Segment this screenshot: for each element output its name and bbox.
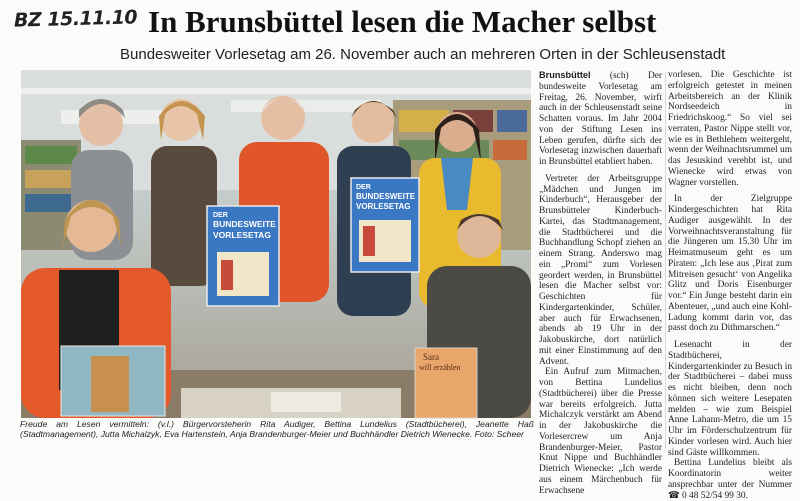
poster-right-line2: BUNDESWEITE xyxy=(356,192,416,201)
book-sara xyxy=(415,348,477,418)
handwritten-date-stamp: BZ 15.11.10 xyxy=(13,6,138,32)
poster-left xyxy=(207,206,279,306)
article-column-1 xyxy=(539,70,662,496)
article-photo xyxy=(21,70,531,418)
article-headline: In Brunsbüttel lesen die Macher selbst xyxy=(148,4,657,39)
poster-left-line2: BUNDESWEITE xyxy=(213,219,276,229)
column-divider xyxy=(665,72,666,448)
dateline: Brunsbüttel xyxy=(539,70,591,80)
article-subheadline: Bundesweiter Vorlesetag am 26. November auch an mehreren Orten in der Schleusenstadt xyxy=(120,46,726,63)
article-paragraph: Vertreter der Arbeitsgruppe „Mädchen und Jungen im Kinderbuch“, Herausgeber der Brunsbütteler Kinderbuch-Kartei, das Stadtmanagement, die Stadtbücherei und die Buchhandlung Schopf ziehen an einem Strang. Anderswo mag ein „Promi“ zum Vorlesen geordert werden, in Brunsbüttel lesen die Macher selbst vor: Geschichten für Kindergartenkinder, Schüler, aber auch für Erwachsenen, abends ab 19 Uhr in der Jakobuskirche, dort natürlich mit einer Einstimmung auf den Advent. xyxy=(539,173,662,367)
photo-caption: Freude am Lesen vermitteln: (v.l.) Bürgervorsteherin Rita Audiger, Bettina Lundelius (Stadtbücherei), Jeanette Haß (Stadtmanagement), Jutta Michalzyk, Eva Hartenstein, Anja Brandenburger-Meier und Buchhändler Dietrich Wienecke. Foto: Scheer xyxy=(20,419,534,440)
poster-right-line3: VORLESETAG xyxy=(356,202,411,211)
article-paragraph xyxy=(539,70,662,168)
poster-left-line1: DER xyxy=(213,212,228,219)
article-paragraph: In der Zielgruppe Kindergeschichten hat Rita Audiger ausgewählt. In der Vorweihnachtsveranstaltung für die Jüngeren um 15.30 Uhr im Heimatmuseum geht es um Piraten: „Ich lese aus ‚Pirat zum Mitreisen gesucht‘ von Angelika Glitz und Doris Eisenburger vor.“ Ein Junge besteht darin ein Abenteuer, „und auch eine Kohl-Ladung kommt darin vor, das passt doch zu Dithmarschen.“ xyxy=(668,194,792,334)
poster-right xyxy=(351,178,419,272)
article-column-2 xyxy=(668,70,793,501)
article-paragraph: vorlesen. Die Geschichte ist erfolgreich getestet in meinen Arbeitsbereich an der Klinik Nordseedeich in Friedrichskoog.“ So viel sei verraten, Pastor Nippe stellt vor, wie es in Bethlehem weitergeht, wenn der Weihnachtsrummel um das Jesuskind verebbt ist, und Wienecke wird etwas von Wagner vorstellen. xyxy=(668,70,792,188)
paragraph-text: (sch) Der bundesweite Vorlesetag am Freitag, 26. November, wirft auch in der Schleusenstadt seine Schatten voraus. Im Jahr 2004 von der Stiftung Lesen ins Leben gerufen, dürfte sich der Vorlesetag inzwischen dauerhaft in Brunsbüttel etabliert haben. xyxy=(539,71,662,167)
article-paragraph: Lesenacht in der Stadtbücherei, Kindergartenkinder zu Besuch in der Stadtbücherei – dabei muss es nicht bleiben, denn noch können sich weitere Lesepaten melden – wie zum Beispiel Anne Lahann-Metro, die um 15 Uhr im Förderschulzentrum für Kinder vorlesen wird. Auch hier sind Gäste willkommen. xyxy=(668,340,793,458)
book-title-line1: Sara xyxy=(423,352,439,362)
poster-right-line1: DER xyxy=(356,184,371,191)
article-paragraph: Bettina Lundelius bleibt als Koordinatorin weiter ansprechbar unter der Nummer ☎ 0 48 52/54 99 30. xyxy=(668,458,792,501)
poster-left-line3: VORLESETAG xyxy=(213,230,271,240)
article-paragraph: Ein Aufruf zum Mitmachen, von Bettina Lundelius (Stadtbücherei) über die Presse war bereits erfolgreich. Jutta Michalczyk verstärkt am Abend in der Jakobuskirche die Vorlesercrew um Anja Brandenburger-Meier, Pastor Knut Nippe und Buchhändler Dietrich Wienecke: „Ich werde aus einem Märchenbuch für Erwachsene xyxy=(539,367,662,496)
book-title-line2: will erzählen xyxy=(419,363,461,372)
